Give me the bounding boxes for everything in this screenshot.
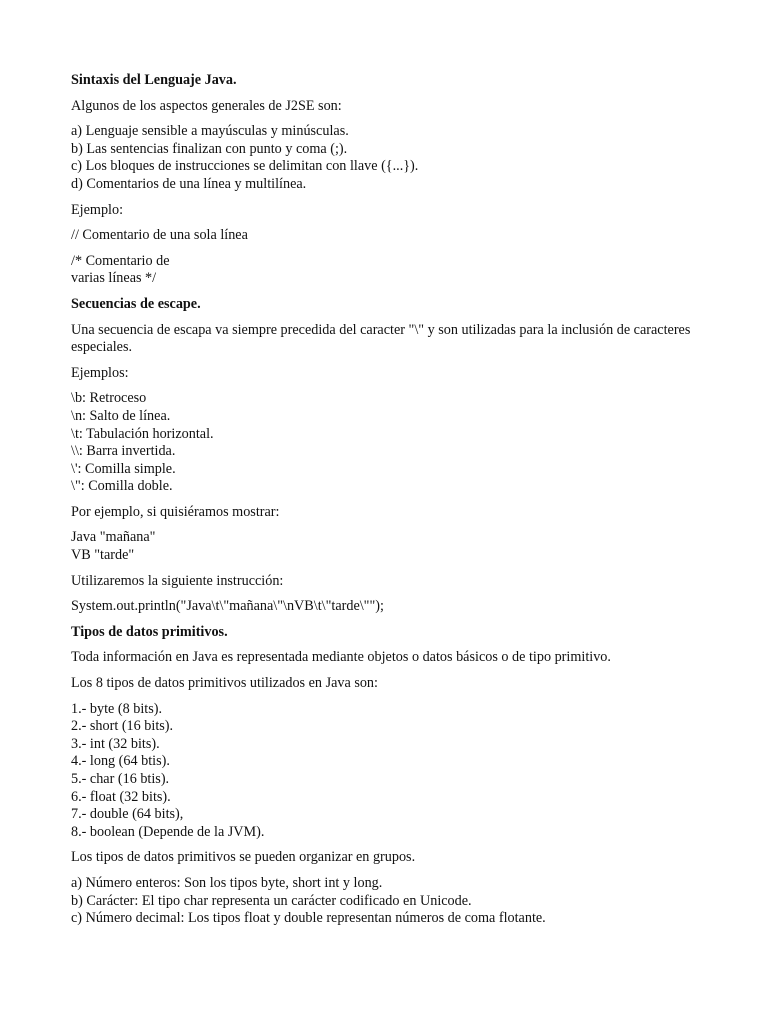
comment-line: /* Comentario de [71, 252, 170, 269]
escape-item: \': Comilla simple. [71, 460, 176, 477]
escape-intro: Una secuencia de escapa va siempre precedida del caracter "\" y son utilizadas para la inclusión de caracteres especiales. [71, 321, 691, 356]
escape-item: \t: Tabulación horizontal. [71, 425, 214, 442]
escape-item: \b: Retroceso [71, 390, 147, 407]
show-lines [71, 529, 711, 564]
group-item: a) Número enteros: Son los tipos byte, short int y long. [71, 874, 383, 891]
type-item: 1.- byte (8 bits). [71, 700, 163, 717]
groups-list [71, 875, 711, 928]
group-item: b) Carácter: El tipo char representa un carácter codificado en Unicode. [71, 892, 472, 909]
show-line: Java "mañana" [71, 529, 156, 546]
document-page [71, 72, 711, 936]
type-item: 2.- short (16 bits). [71, 718, 174, 735]
type-item: 3.- int (32 bits). [71, 735, 160, 752]
use-label: Utilizaremos la siguiente instrucción: [71, 572, 284, 589]
example-label: Ejemplo: [71, 201, 124, 218]
types-count: Los 8 tipos de datos primitivos utilizados en Java son: [71, 675, 378, 692]
single-comment: // Comentario de una sola línea [71, 227, 248, 244]
aspect-item: c) Los bloques de instrucciones se delimitan con llave ({...}). [71, 158, 419, 175]
escape-item: \": Comilla doble. [71, 478, 173, 495]
show-intro: Por ejemplo, si quisiéramos mostrar: [71, 503, 280, 520]
examples-label: Ejemplos: [71, 364, 129, 381]
aspect-item: a) Lenguaje sensible a mayúsculas y minúsculas. [71, 123, 349, 140]
aspect-item: d) Comentarios de una línea y multilínea. [71, 175, 307, 192]
code-line: System.out.println("Java\t\"mañana\"\nVB\t\"tarde\""); [71, 598, 384, 615]
type-item: 5.- char (16 btis). [71, 771, 170, 787]
group-item: c) Número decimal: Los tipos float y double representan números de coma flotante. [71, 910, 546, 927]
escape-item: \\: Barra invertida. [71, 443, 176, 460]
aspects-list [71, 123, 711, 193]
types-heading: Tipos de datos primitivos. [71, 623, 228, 640]
comment-line: varias líneas */ [71, 270, 157, 287]
type-item: 4.- long (64 btis). [71, 753, 170, 770]
escape-item: \n: Salto de línea. [71, 407, 171, 424]
types-list [71, 701, 711, 842]
aspect-item: b) Las sentencias finalizan con punto y coma (;). [71, 140, 348, 157]
groups-intro: Los tipos de datos primitivos se pueden organizar en grupos. [71, 849, 416, 866]
escape-list [71, 390, 711, 496]
show-line: VB "tarde" [71, 547, 135, 564]
types-intro: Toda información en Java es representada mediante objetos o datos básicos o de tipo primitivo. [71, 649, 611, 666]
page-title: Sintaxis del Lenguaje Java. [71, 72, 237, 88]
type-item: 8.- boolean (Depende de la JVM). [71, 823, 265, 840]
escape-heading: Secuencias de escape. [71, 295, 201, 312]
type-item: 7.- double (64 bits), [71, 806, 184, 823]
intro-text: Algunos de los aspectos generales de J2SE son: [71, 97, 342, 114]
multi-comment [71, 253, 711, 288]
type-item: 6.- float (32 bits). [71, 788, 171, 805]
